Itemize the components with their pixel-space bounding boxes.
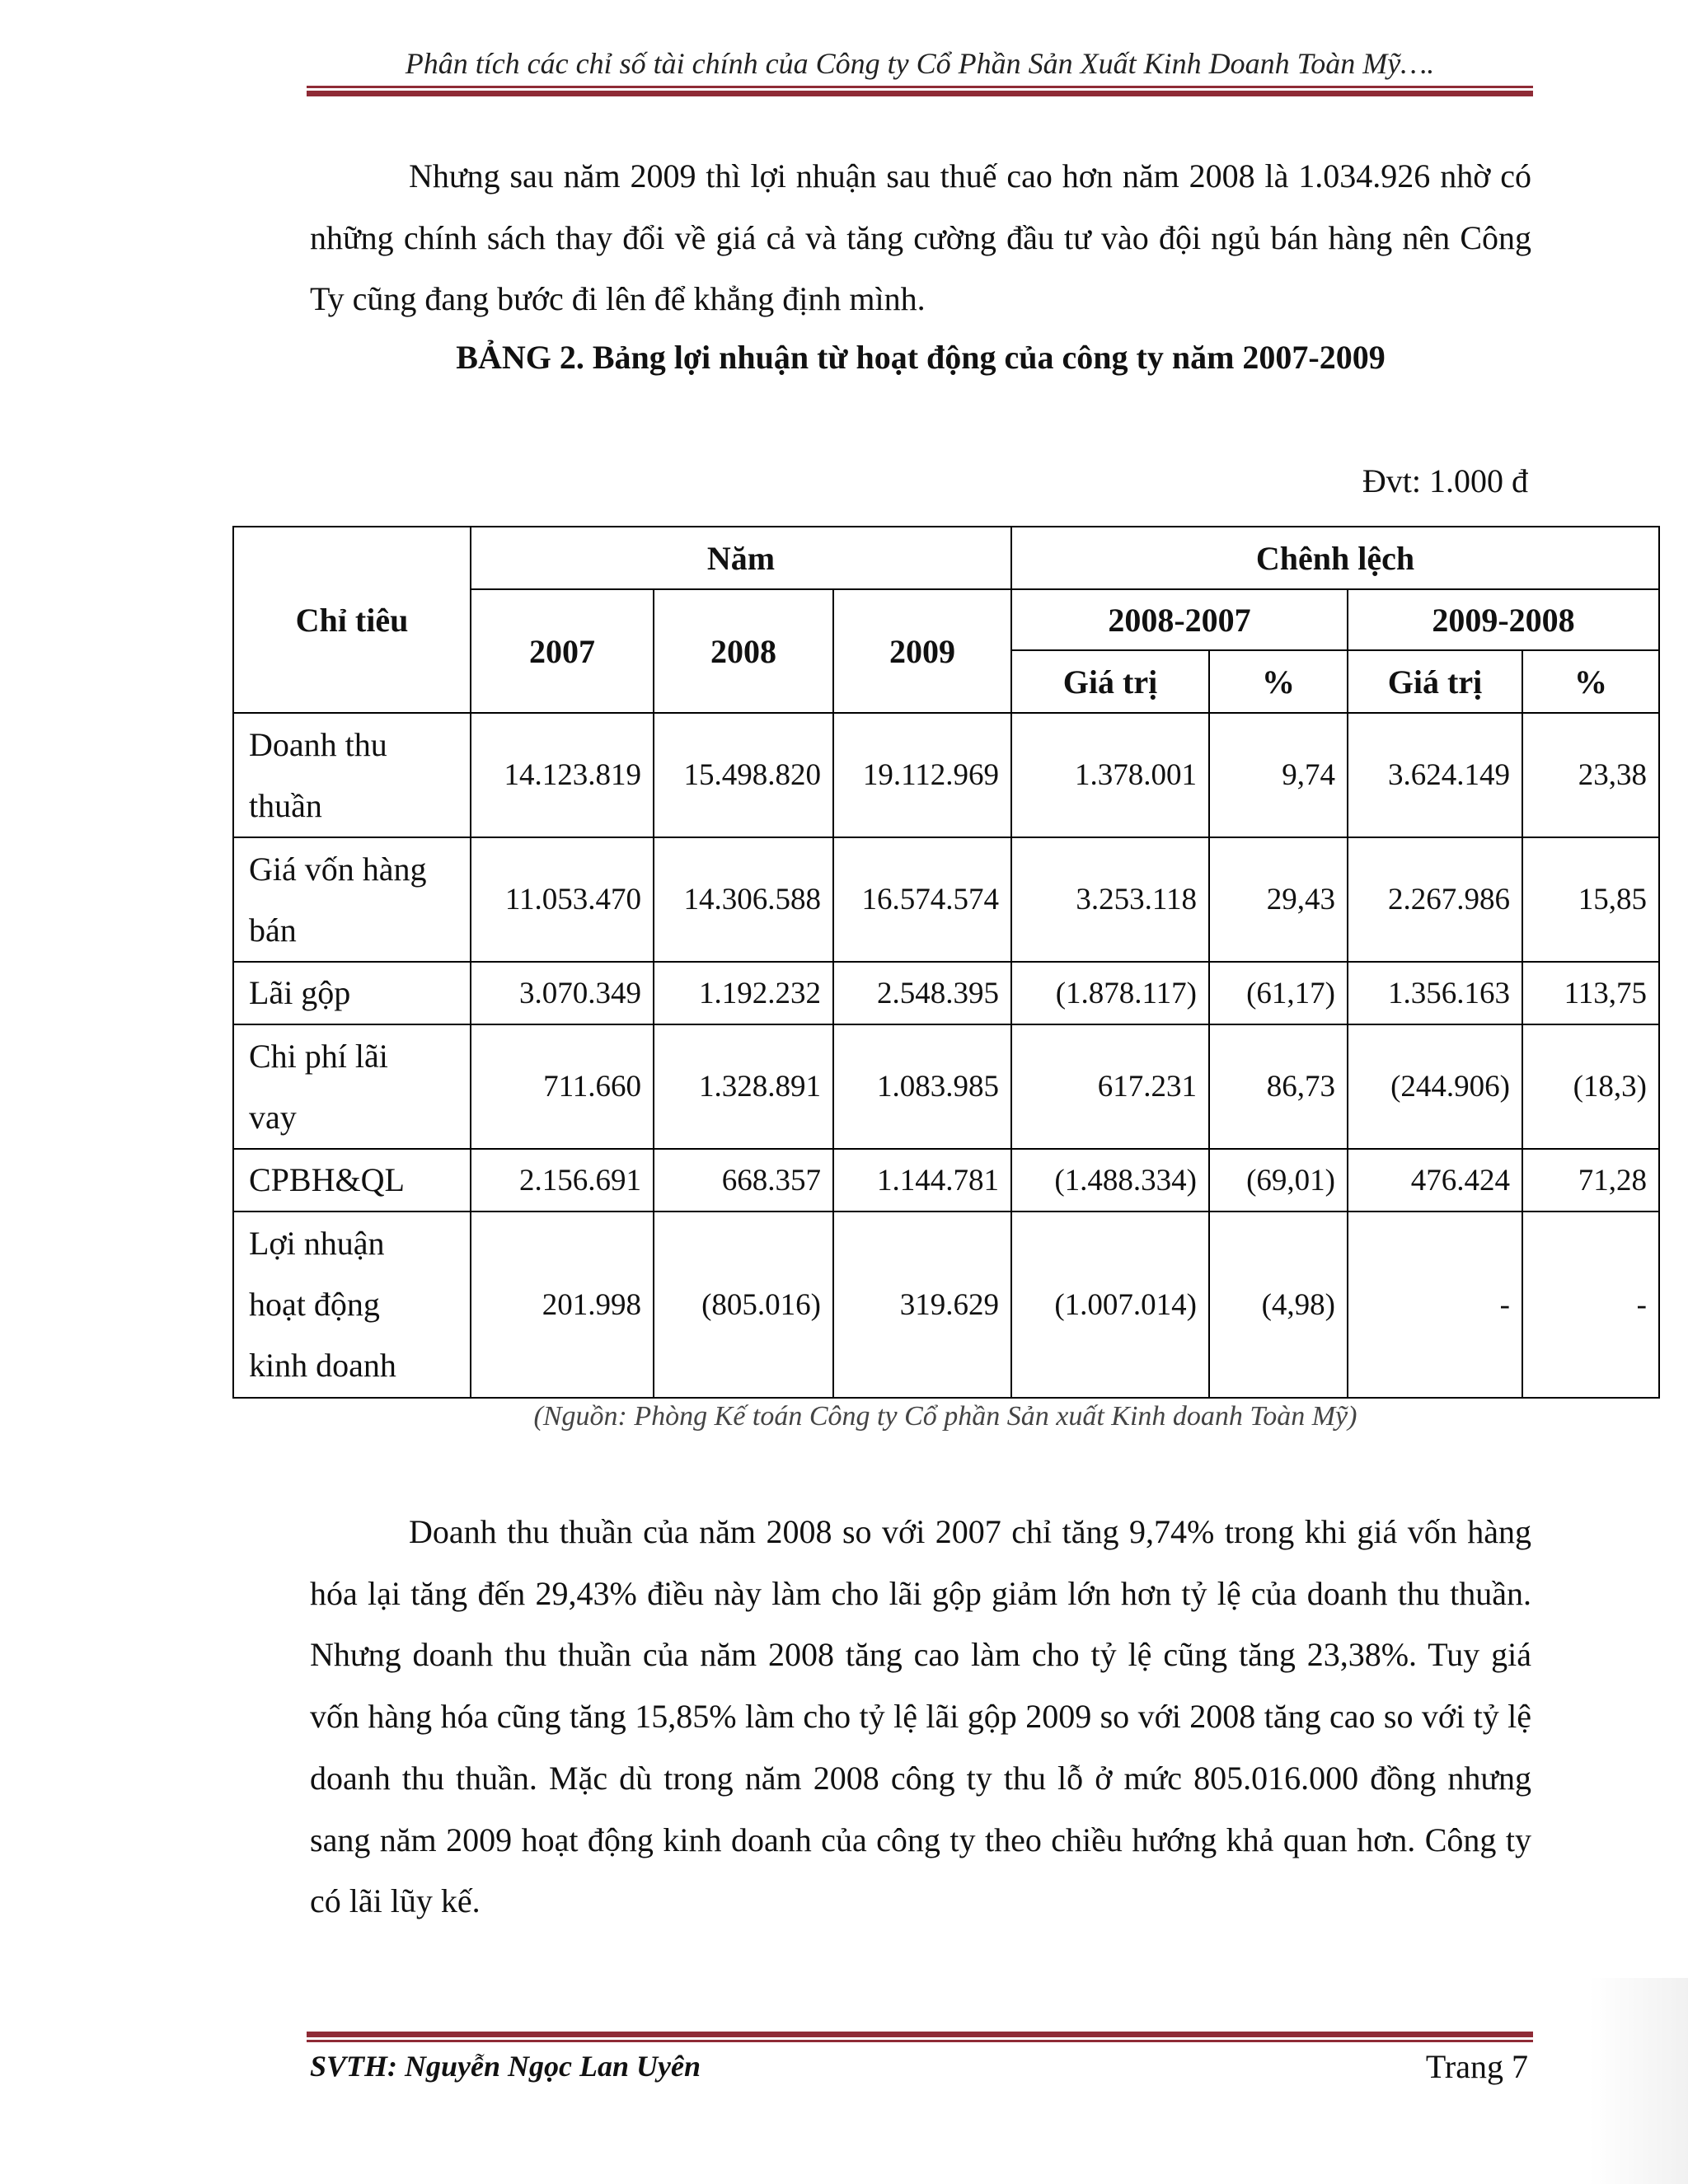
header-period-2008-2007: 2008-2007 bbox=[1011, 589, 1348, 650]
intro-line-1: Nhưng sau năm 2009 thì lợi nhuận sau thuế cao hơn năm 2008 là 1.034.926 bbox=[409, 157, 1431, 194]
cell-2008: 15.498.820 bbox=[654, 713, 833, 837]
table-title: BẢNG 2. Bảng lợi nhuận từ hoạt động của công ty năm 2007-2009 bbox=[456, 339, 1386, 376]
cell-2008: 668.357 bbox=[654, 1149, 833, 1212]
cell-2008: 1.328.891 bbox=[654, 1024, 833, 1149]
cell-diff2-value: (244.906) bbox=[1348, 1024, 1522, 1149]
intro-line-3: hàng nên Công Ty cũng đang bước đi lên để khẳng định mình. bbox=[310, 218, 1532, 318]
intro-line-2: nhờ có những chính sách thay đổi về giá cả và tăng cường đầu tư vào đội ngủ bán bbox=[310, 157, 1532, 256]
header-rule-thin bbox=[307, 86, 1533, 88]
cell-diff1-percent: 86,73 bbox=[1209, 1024, 1348, 1149]
cell-diff1-value: (1.488.334) bbox=[1011, 1149, 1209, 1212]
cell-diff2-percent: 23,38 bbox=[1522, 713, 1659, 837]
running-header-title: Phân tích các chỉ số tài chính của Công ty Cổ Phần Sản Xuất Kinh Doanh Toàn Mỹ…. bbox=[405, 47, 1435, 80]
footer-rule-thin bbox=[307, 2040, 1533, 2042]
cell-diff2-value: 1.356.163 bbox=[1348, 962, 1522, 1024]
cell-diff2-value: 2.267.986 bbox=[1348, 837, 1522, 962]
cell-2007: 711.660 bbox=[471, 1024, 654, 1149]
cell-2009: 319.629 bbox=[833, 1212, 1011, 1398]
cell-diff1-value: (1.007.014) bbox=[1011, 1212, 1209, 1398]
table-row bbox=[233, 713, 1659, 837]
cell-2009: 19.112.969 bbox=[833, 713, 1011, 837]
cell-2007: 201.998 bbox=[471, 1212, 654, 1398]
table-row bbox=[233, 962, 1659, 1024]
cell-2008: 14.306.588 bbox=[654, 837, 833, 962]
header-percent-1: % bbox=[1209, 650, 1348, 713]
cell-diff1-percent: (69,01) bbox=[1209, 1149, 1348, 1212]
analysis-line-7: theo chiều hướng khả quan hơn. Công ty có lãi lũy kế. bbox=[310, 1821, 1532, 1920]
cell-diff2-percent: 71,28 bbox=[1522, 1149, 1659, 1212]
header-indicator: Chỉ tiêu bbox=[233, 527, 471, 713]
analysis-line-6: mức 805.016.000 đồng nhưng sang năm 2009 hoạt động kinh doanh của công ty bbox=[310, 1759, 1532, 1858]
header-year-2009: 2009 bbox=[833, 589, 1011, 713]
cell-diff1-value: 3.253.118 bbox=[1011, 837, 1209, 962]
cell-diff1-percent: (4,98) bbox=[1209, 1212, 1348, 1398]
page-edge-shadow bbox=[1589, 1978, 1688, 2184]
cell-2008: 1.192.232 bbox=[654, 962, 833, 1024]
row-label: Lãi gộp bbox=[233, 962, 471, 1024]
cell-2009: 1.144.781 bbox=[833, 1149, 1011, 1212]
cell-diff1-percent: 9,74 bbox=[1209, 713, 1348, 837]
header-year-group: Năm bbox=[471, 527, 1011, 589]
header-year-2008: 2008 bbox=[654, 589, 833, 713]
cell-2007: 11.053.470 bbox=[471, 837, 654, 962]
header-value-1: Giá trị bbox=[1011, 650, 1209, 713]
cell-diff2-percent: 113,75 bbox=[1522, 962, 1659, 1024]
cell-diff2-percent: 15,85 bbox=[1522, 837, 1659, 962]
footer-page-number: Trang 7 bbox=[1425, 2048, 1528, 2085]
cell-2007: 2.156.691 bbox=[471, 1149, 654, 1212]
cell-diff1-value: (1.878.117) bbox=[1011, 962, 1209, 1024]
analysis-line-3: thu thuần. Nhưng doanh thu thuần của năm 2008 tăng cao làm cho tỷ lệ cũng tăng bbox=[310, 1574, 1532, 1674]
cell-diff1-value: 1.378.001 bbox=[1011, 713, 1209, 837]
table-row bbox=[233, 1024, 1659, 1149]
cell-diff2-value: - bbox=[1348, 1212, 1522, 1398]
table-row bbox=[233, 837, 1659, 962]
analysis-line-1: Doanh thu thuần của năm 2008 so với 2007 chỉ tăng 9,74% trong khi giá vốn bbox=[409, 1513, 1457, 1550]
cell-2009: 1.083.985 bbox=[833, 1024, 1011, 1149]
cell-diff2-percent: (18,3) bbox=[1522, 1024, 1659, 1149]
cell-2007: 3.070.349 bbox=[471, 962, 654, 1024]
analysis-line-5: 2008 tăng cao so với tỷ lệ doanh thu thuần. Mặc dù trong năm 2008 công ty thu lỗ ở bbox=[310, 1698, 1532, 1797]
table-row bbox=[233, 1212, 1659, 1398]
intro-paragraph bbox=[310, 146, 1531, 330]
row-label: CPBH&QL bbox=[233, 1149, 471, 1212]
row-label: Doanh thu thuần bbox=[233, 713, 471, 837]
header-percent-2: % bbox=[1522, 650, 1659, 713]
cell-diff2-percent: - bbox=[1522, 1212, 1659, 1398]
table-source-note: (Nguồn: Phòng Kế toán Công ty Cổ phần Sản xuất Kinh doanh Toàn Mỹ) bbox=[533, 1401, 1357, 1432]
header-diff-group: Chênh lệch bbox=[1011, 527, 1659, 589]
analysis-line-4: 23,38%. Tuy giá vốn hàng hóa cũng tăng 15,85% làm cho tỷ lệ lãi gộp 2009 so với bbox=[310, 1636, 1532, 1736]
table-row bbox=[233, 1149, 1659, 1212]
cell-diff2-value: 476.424 bbox=[1348, 1149, 1522, 1212]
unit-label: Đvt: 1.000 đ bbox=[1362, 462, 1528, 499]
profit-table bbox=[232, 526, 1660, 1399]
row-label: Lợi nhuận hoạt động kinh doanh bbox=[233, 1212, 471, 1398]
cell-2009: 16.574.574 bbox=[833, 837, 1011, 962]
cell-2007: 14.123.819 bbox=[471, 713, 654, 837]
cell-diff1-percent: 29,43 bbox=[1209, 837, 1348, 962]
cell-diff1-percent: (61,17) bbox=[1209, 962, 1348, 1024]
footer-author: SVTH: Nguyễn Ngọc Lan Uyên bbox=[310, 2050, 701, 2083]
cell-diff1-value: 617.231 bbox=[1011, 1024, 1209, 1149]
header-value-2: Giá trị bbox=[1348, 650, 1522, 713]
header-period-2009-2008: 2009-2008 bbox=[1348, 589, 1659, 650]
header-rule-thick bbox=[307, 91, 1533, 96]
footer-rule-thick bbox=[307, 2032, 1533, 2037]
row-label: Chi phí lãi vay bbox=[233, 1024, 471, 1149]
analysis-paragraph bbox=[310, 1502, 1531, 1933]
header-year-2007: 2007 bbox=[471, 589, 654, 713]
row-label: Giá vốn hàng bán bbox=[233, 837, 471, 962]
cell-2008: (805.016) bbox=[654, 1212, 833, 1398]
cell-diff2-value: 3.624.149 bbox=[1348, 713, 1522, 837]
analysis-line-2: hàng hóa lại tăng đến 29,43% điều này làm cho lãi gộp giảm lớn hơn tỷ lệ của doanh bbox=[310, 1513, 1532, 1612]
cell-2009: 2.548.395 bbox=[833, 962, 1011, 1024]
